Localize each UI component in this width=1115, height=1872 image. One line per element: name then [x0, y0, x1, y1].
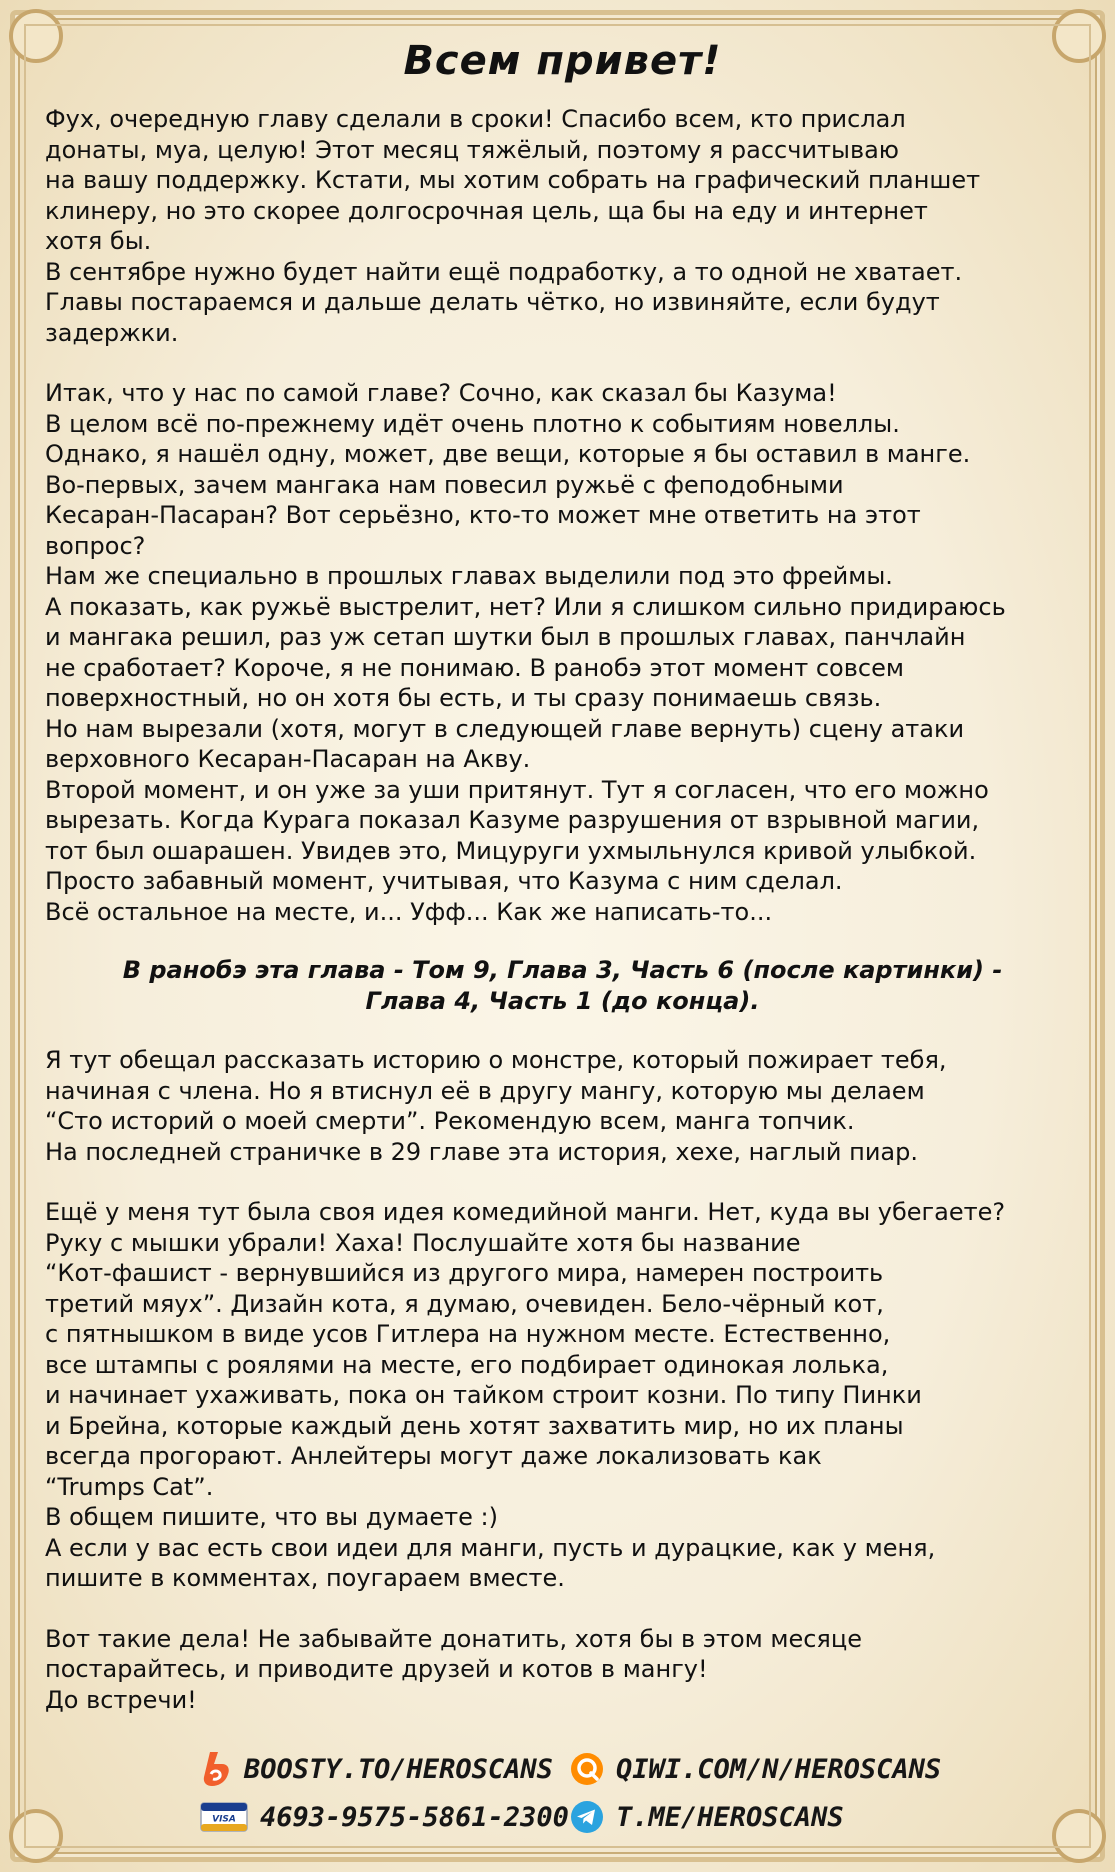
letter-content	[45, 30, 1080, 1715]
text-line: “Кот-фашист - вернувшийся из другого мира, намерен построить	[45, 1259, 884, 1287]
text-line: А если у вас есть свои идеи для манги, пусть и дурацкие, как у меня,	[45, 1533, 936, 1562]
boosty-link[interactable]	[200, 1750, 570, 1788]
visa-badge-text: VISA	[212, 1814, 236, 1825]
text-line: Просто забавный момент, учитывая, что Казума с ним сделал.	[45, 867, 843, 895]
links-row	[200, 1793, 960, 1841]
text-line: клинеру, но это скорее долгосрочная цель, ща бы на еду и интернет	[45, 196, 928, 225]
text-line: тот был ошарашен. Увидев это, Мицуруги ухмыльнулся кривой улыбкой.	[45, 836, 977, 865]
text-line: Главы постараемся и дальше делать чётко, но извиняйте, если будут	[45, 288, 940, 316]
text-line: Всё остальное на месте, и... Уфф... Как же написать-то...	[45, 897, 773, 926]
text-line: третий мяух”. Дизайн кота, я думаю, очевиден. Бело-чёрный кот,	[45, 1289, 884, 1318]
chapter-review-paragraph	[45, 378, 1080, 927]
text-line: и мангака решил, раз уж сетап шутки был в прошлых главах, панчлайн	[45, 623, 966, 651]
intro-paragraph	[45, 104, 1080, 348]
text-line: и начинает ухаживать, пока он тайком строит козни. По типу Пинки	[45, 1381, 922, 1409]
page-title: Всем привет!	[403, 38, 722, 84]
telegram-link[interactable]	[570, 1800, 960, 1834]
card-number[interactable]	[200, 1802, 570, 1833]
text-line: А показать, как ружьё выстрелит, нет? Или я слишком сильно придираюсь	[45, 592, 1006, 621]
qiwi-icon	[570, 1752, 604, 1786]
text-line: На последней страничке в 29 главе эта история, хехе, наглый пиар.	[45, 1137, 918, 1166]
text-line: начиная с члена. Но я втиснул её в другу мангу, которую мы делаем	[45, 1076, 925, 1105]
telegram-icon	[570, 1800, 604, 1834]
closing-paragraph	[45, 1624, 1080, 1716]
text-line: Глава 4, Часть 1 (до конца).	[365, 987, 760, 1015]
telegram-url: T.ME/HEROSCANS	[616, 1801, 844, 1833]
text-line: Второй момент, и он уже за уши притянут. Тут я согласен, что его можно	[45, 775, 989, 804]
text-line: хотя бы.	[45, 227, 152, 255]
text-line: В сентябре нужно будет найти ещё подработку, а то одной не хватает.	[45, 257, 963, 286]
visa-card-icon	[200, 1802, 248, 1832]
text-line: вырезать. Когда Курага показал Казуме разрушения от взрывной магии,	[45, 806, 980, 834]
donation-links	[200, 1745, 960, 1841]
text-line: верховного Кесаран-Пасаран на Акву.	[45, 745, 531, 773]
qiwi-link[interactable]	[570, 1752, 960, 1786]
text-line: Фух, очередную главу сделали в сроки! Спасибо всем, кто прислал	[45, 105, 906, 133]
text-line: донаты, муа, целую! Этот месяц тяжёлый, поэтому я рассчитываю	[45, 135, 899, 164]
boosty-icon	[200, 1750, 232, 1788]
text-line: с пятнышком в виде усов Гитлера на нужном месте. Естественно,	[45, 1320, 891, 1348]
text-line: Руку с мышки убрали! Хаха! Послушайте хотя бы название	[45, 1228, 801, 1257]
text-line: Нам же специально в прошлых главах выделили под это фреймы.	[45, 562, 893, 590]
text-line: Однако, я нашёл одну, может, две вещи, которые я бы оставил в манге.	[45, 440, 971, 468]
text-line: Кесаран-Пасаран? Вот серьёзно, кто-то может мне ответить на этот	[45, 501, 921, 529]
text-line: всегда прогорают. Анлейтеры могут даже локализовать как	[45, 1442, 822, 1470]
text-line: задержки.	[45, 318, 179, 347]
text-line: не сработает? Короче, я не понимаю. В ранобэ этот момент совсем	[45, 653, 904, 682]
text-line: Ещё у меня тут была своя идея комедийной манги. Нет, куда вы убегаете?	[45, 1198, 1006, 1226]
text-line: постарайтесь, и приводите друзей и котов в мангу!	[45, 1655, 708, 1683]
text-line: В ранобэ эта глава - Том 9, Глава 3, Часть 6 (после картинки) -	[122, 956, 1003, 984]
text-line: Но нам вырезали (хотя, могут в следующей главе вернуть) сцену атаки	[45, 714, 965, 743]
text-line: Я тут обещал рассказать историю о монстре, который пожирает тебя,	[45, 1046, 947, 1074]
text-line: В общем пишите, что вы думаете :)	[45, 1503, 498, 1531]
text-line: Итак, что у нас по самой главе? Сочно, как сказал бы Казума!	[45, 379, 837, 407]
text-line: До встречи!	[45, 1685, 197, 1714]
links-row	[200, 1745, 960, 1793]
text-line: Вот такие дела! Не забывайте донатить, хотя бы в этом месяце	[45, 1624, 862, 1653]
text-line: все штампы с роялями на месте, его подбирает одинокая лолька,	[45, 1350, 889, 1379]
text-line: и Брейна, которые каждый день хотят захватить мир, но их планы	[45, 1411, 904, 1440]
text-line: пишите в комментах, поугараем вместе.	[45, 1564, 565, 1592]
monster-story-paragraph	[45, 1045, 1080, 1167]
text-line: “Trumps Cat”.	[45, 1472, 214, 1501]
boosty-url: BOOSTY.TO/HEROSCANS	[244, 1753, 553, 1785]
manga-idea-paragraph	[45, 1197, 1080, 1594]
text-line: вопрос?	[45, 531, 146, 560]
text-line: поверхностный, но он хотя бы есть, и ты сразу понимаешь связь.	[45, 684, 882, 712]
ranobe-reference	[45, 955, 1080, 1017]
text-line: В целом всё по-прежнему идёт очень плотно к событиям новеллы.	[45, 409, 900, 438]
text-line: “Сто историй о моей смерти”. Рекомендую всем, манга топчик.	[45, 1107, 855, 1135]
card-number-text: 4693-9575-5861-2300	[260, 1801, 569, 1833]
qiwi-url: QIWI.COM/N/HEROSCANS	[616, 1753, 942, 1785]
text-line: на вашу поддержку. Кстати, мы хотим собрать на графический планшет	[45, 166, 981, 194]
text-line: Во-первых, зачем мангака нам повесил ружьё с феподобными	[45, 470, 844, 499]
